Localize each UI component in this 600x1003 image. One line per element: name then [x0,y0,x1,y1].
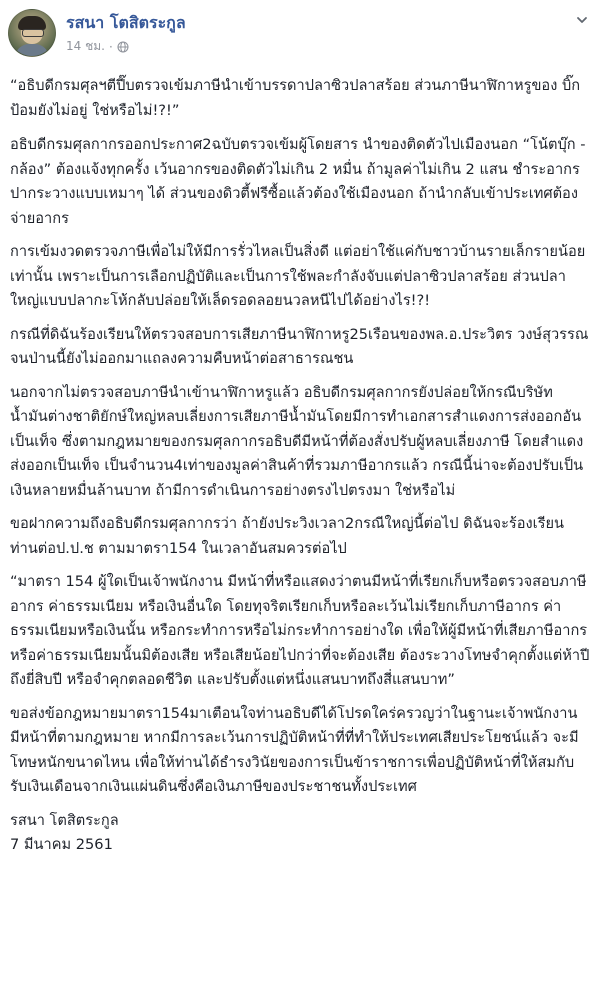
globe-icon[interactable] [117,41,129,53]
avatar-hair [18,16,46,30]
post-header [0,0,600,72]
author-name-link[interactable]: รสนา โตสิตระกูล [66,13,186,32]
post-paragraph: อธิบดีกรมศุลกากรออกประกาศ2ฉบับตรวจเข้มผู้โดยสาร นำของติดตัวไปเมืองนอก “โน้ตบุ๊ก - กล้อง” ต้องแจ้งทุกครั้ง เว้นอากรของติดตัวไม่เกิน 2 หมื่น ถ้ามูลค่าไม่เกิน 2 แสน ชำระอากรปากระวางแบบเหมาๆ ได้ ส่วนของดิวตี้ฟรีซื้อแล้วต้องใช้เมืองนอก ถ้านำกลับเข้าประเทศต้องจ่ายอากร [10,136,586,227]
post-timestamp[interactable]: 14 ชม. [66,39,105,53]
post-paragraph: ขอฝากความถึงอธิบดีกรมศุลกากรว่า ถ้ายังประวิงเวลา2กรณีใหญ่นี้ต่อไป ดิฉันจะร้องเรียนท่านต่อป.ป.ช ตามมาตรา154 ในเวลาอันสมควรต่อไป [10,515,564,557]
signature-date: 7 มีนาคม 2561 [10,836,113,853]
meta-separator: · [108,39,113,54]
post-paragraph: กรณีที่ดิฉันร้องเรียนให้ตรวจสอบการเสียภาษีนาฬิกาหรู25เรือนของพล.อ.ประวิตร วงษ์สุวรรณ จนป่านนี้ยังไม่ออกมาแถลงความคืบหน้าต่อสาธารณชน [10,325,589,367]
post-body [10,74,590,858]
chevron-down-icon[interactable] [576,14,588,26]
avatar-body [15,44,49,57]
post-paragraph: “มาตรา 154 ผู้ใดเป็นเจ้าพนักงาน มีหน้าที่หรือแสดงว่าตนมีหน้าที่เรียกเก็บหรือตรวจสอบภาษีอากร ค่าธรรมเนียม หรือเงินอื่นใด โดยทุจริตเรียกเก็บหรือละเว้นไม่เรียกเก็บภาษีอากร ค่าธรรมเนียมหรือเงินนั้น หรือกระทำการหรือไม่กระทำการอย่างใด เพื่อให้ผู้มีหน้าที่เสียภาษีอากรหรือค่าธรรมเนียมนั้นมิต้องเสีย หรือเสียน้อยไปกว่าที่จะต้องเสีย ต้องระวางโทษจำคุกตั้งแต่ห้าปีถึงยี่สิบปี หรือจำคุกตลอดชีวิต และปรับตั้งแต่หนึ่งแสนบาทถึงสี่แสนบาท” [10,573,590,688]
signature-name: รสนา โตสิตระกูล [10,811,119,829]
avatar-glasses [22,29,44,37]
post-meta [66,37,129,56]
post-paragraph: ขอส่งข้อกฎหมายมาตรา154มาเตือนใจท่านอธิบดีได้โปรดใคร่ครวญว่าในฐานะเจ้าพนักงานมีหน้าที่ตามกฎหมาย หากมีการละเว้นการปฏิบัติหน้าที่ที่ทำให้ประเทศเสียประโยชน์แล้ว จะมีโทษหนักขนาดไหน เพื่อให้ท่านได้ธำรงวินัยของการเป็นข้าราชการเพื่อปฏิบัติหน้าที่ให้สมกับรับเงินเดือนจากเงินแผ่นดินซึ่งคือเงินภาษีของประชาชนทั้งประเทศ [10,704,579,795]
post-paragraph: “อธิบดีกรมศุลฯตีปี๊บตรวจเข้มภาษีนำเข้าบรรดาปลาซิวปลาสร้อย ส่วนภาษีนาฬิกาหรูของ บิ๊กป้อมยังไม่อยู่ ใช่หรือไม่!?!” [10,77,581,119]
post-paragraph: การเข้มงวดตรวจภาษีเพื่อไม่ให้มีการรั่วไหลเป็นสิ่งดี แต่อย่าใช้แค่กับชาวบ้านรายเล็กรายน้อยเท่านั้น เพราะเป็นการเลือกปฏิบัติและเป็นการใช้พละกำลังจับแต่ปลาซิวปลาสร้อย ส่วนปลาใหญ่แบบปลากะโห้กลับปล่อยให้เล็ดรอดลอยนวลหนีไปได้อย่างไร!?! [10,243,586,309]
post-paragraph: นอกจากไม่ตรวจสอบภาษีนำเข้านาฬิกาหรูแล้ว อธิบดีกรมศุลกากรยังปล่อยให้กรณีบริษัทน้ำมันต่างชาติยักษ์ใหญ่หลบเลี่ยงการเสียภาษีน้ำมันโดยมีการทำเอกสารสำแดงการส่งออกอันเป็นเท็จ ซึ่งตามกฎหมายของกรมศุลกากรอธิบดีมีหน้าที่ต้องสั่งปรับผู้หลบเลี่ยงภาษี โดยสำแดงส่งออกเป็นเท็จ เป็นจำนวน4เท่าของมูลค่าสินค้าที่รวมภาษีอากรแล้ว กรณีนี้น่าจะต้องปรับเป็นเงินหลายหมื่นล้านบาท ถ้ามีการดำเนินการอย่างตรงไปตรงมา ใช่หรือไม่ [10,383,584,499]
author-avatar[interactable] [8,9,56,57]
